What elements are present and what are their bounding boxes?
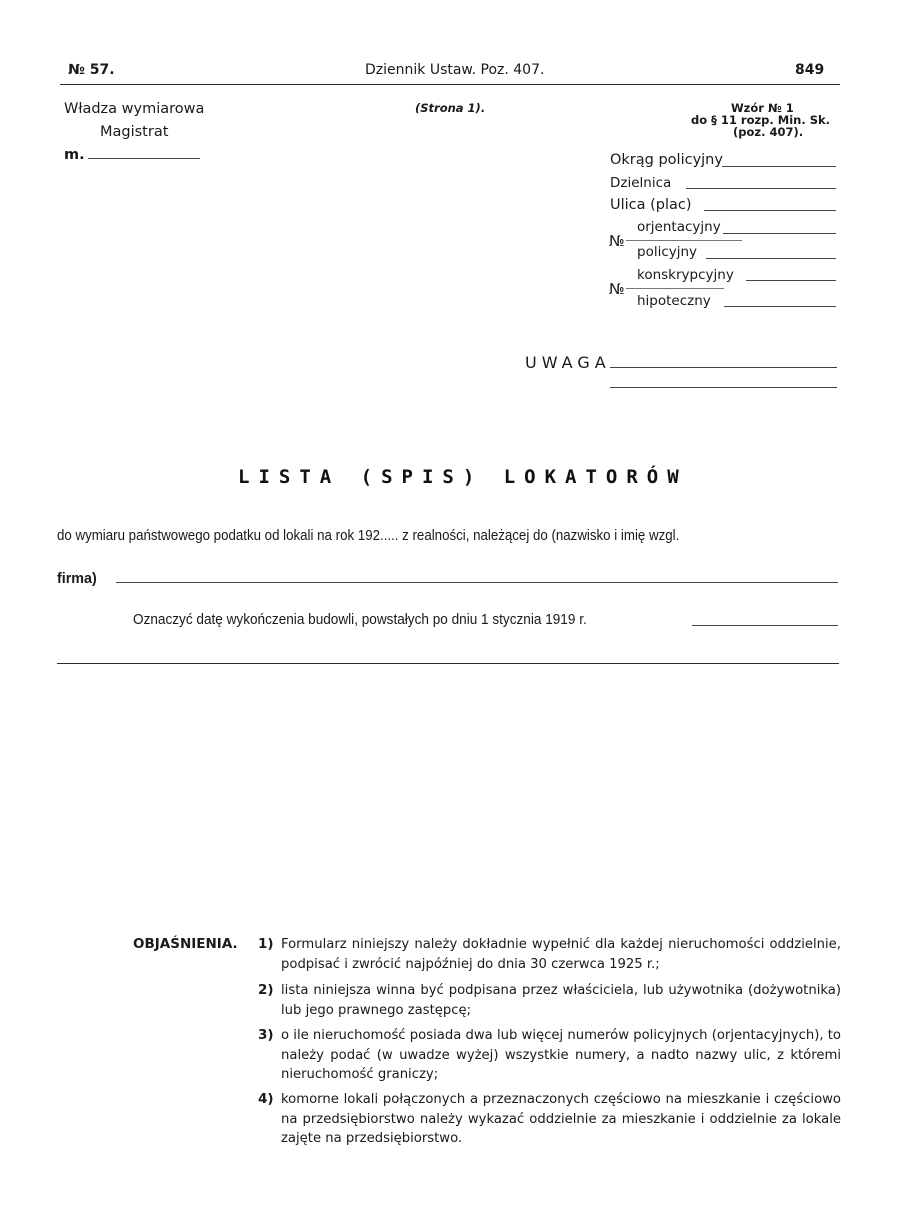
policyjny-field[interactable] [706,258,836,259]
m-field-line[interactable] [88,158,200,159]
magistrat-label: Magistrat [100,124,169,140]
okrag-label: Okrąg policyjny [610,152,723,168]
ulica-label: Ulica (plac) [610,197,692,213]
completion-date-field[interactable] [692,625,838,626]
explanation-num-1: 1) [258,936,274,952]
number-divider-2 [626,288,724,289]
number-divider-1 [626,240,742,241]
date-note: Oznaczyć datę wykończenia budowli, powstałych po dniu 1 stycznia 1919 r. [133,612,587,628]
intro-line: do wymiaru państwowego podatku od lokali na rok 192..... z realności, należącej do (nazwisko i imię wzgl. [57,528,680,544]
section-divider [57,663,839,664]
explanation-num-3: 3) [258,1027,274,1043]
explanation-text-1: Formularz niniejszy należy dokładnie wypełnić dla każdej nieruchomości oddzielnie, podpisać i zwrócić najpóźniej do dnia 30 czerwca 1925 r.; [281,937,841,972]
page-number: 849 [795,62,825,78]
orjentacyjny-field[interactable] [723,233,836,234]
page-title: LISTA (SPIS) LOKATORÓW [238,466,688,488]
explanation-text-2: lista niniejsza winna być podpisana przez właściciela, lub używotnika (dożywotnika) lub jego prawnego zastępcę; [281,983,841,1018]
dzielnica-label: Dzielnica [610,175,672,191]
owner-name-field[interactable] [116,582,838,583]
m-label: m. [64,147,85,163]
ulica-field[interactable] [704,210,836,211]
konskrypcyjny-field[interactable] [746,280,836,281]
authority-label: Władza wymiarowa [64,101,205,117]
explanation-num-2: 2) [258,982,274,998]
uwaga-field-line1[interactable] [610,367,837,368]
konskrypcyjny-label: konskrypcyjny [637,267,734,283]
number-symbol-2: № [609,280,625,298]
uwaga-field-line2[interactable] [610,387,837,388]
policyjny-label: policyjny [637,244,698,260]
form-ref-line1: Wzór № 1 [731,101,794,115]
explanation-num-4: 4) [258,1091,274,1107]
journal-title: Dziennik Ustaw. Poz. 407. [365,62,545,78]
form-ref-line2: do § 11 rozp. Min. Sk. [691,113,831,127]
form-ref-line3: (poz. 407). [733,125,804,139]
hipoteczny-label: hipoteczny [637,293,711,309]
page-side-note: (Strona 1). [415,101,486,115]
hipoteczny-field[interactable] [724,306,836,307]
orjentacyjny-label: orjentacyjny [637,219,721,235]
issue-number: № 57. [68,62,115,78]
dzielnica-field[interactable] [686,188,836,189]
okrag-field[interactable] [722,166,836,167]
number-symbol-1: № [609,232,625,250]
explanation-text-3: o ile nieruchomość posiada dwa lub więcej numerów policyjnych (orjentacyjnych), to należy podać (w uwadze wyżej) wszystkie numery, a nadto nazwy ulic, z któremi nieruchomość graniczy; [281,1028,841,1082]
firma-label: firma) [57,571,97,587]
header-rule [60,84,840,85]
explanation-text-4: komorne lokali połączonych a przeznaczonych częściowo na mieszkanie i częściowo na przedsiębiorstwo należy wykazać oddzielnie za mieszkanie i oddzielnie za lokale zajęte na przedsiębiorstwo. [281,1092,841,1146]
uwaga-label: UWAGA [525,353,611,372]
explanations-heading: OBJAŚNIENIA. [133,936,238,952]
